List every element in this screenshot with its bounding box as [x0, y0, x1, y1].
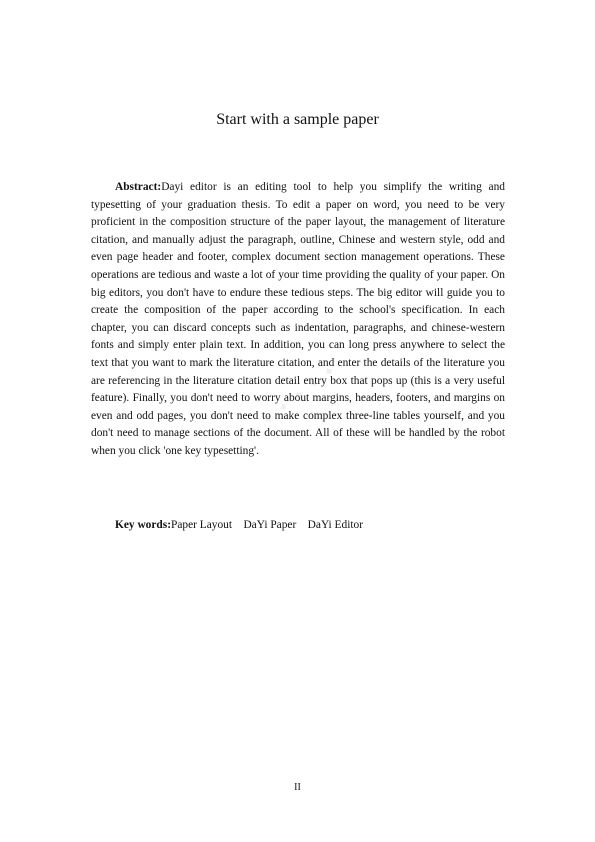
- watermark: ✦ ✦ ✦ ✦ ✦ ✦: [245, 361, 341, 442]
- keyword-item: Paper Layout: [171, 519, 233, 531]
- abstract-label: Abstract:: [115, 181, 162, 193]
- abstract-paragraph: [91, 179, 505, 461]
- keyword-item: DaYi Paper: [243, 519, 297, 531]
- keywords-label: Key words:: [115, 519, 171, 531]
- page-title: Start with a sample paper: [216, 111, 379, 128]
- page-number: II: [294, 782, 301, 793]
- abstract-text: Dayi editor is an editing tool to help you simplify the writing and typesetting of your graduation thesis. To edit a paper on word, you need to be very proficient in the composition structure of the paper layout, the management of literature citation, and manually adjust the paragraph, outline, Chinese and western style, odd and even page header and footer, complex document section management operations. These operations are tedious and waste a lot of your time providing the quality of your paper. On big editors, you don't have to endure these tedious steps. The big editor will guide you to create the composition of the paper according to the school's specification. In each chapter, you can discard concepts such as indentation, paragraphs, and chinese-western fonts and simply enter plain text. In addition, you can long press anywhere to select the text that you want to mark the literature citation, and enter the details of the literature you are referencing in the literature citation detail entry box that pops up (this is a very useful feature). Finally, you don't need to worry about margins, headers, footers, and margins on even and odd pages, you don't need to make complex three-line tables yourself, and you don't need to manage sections of the document. All of these will be handled by the robot when you click 'one key typesetting'.: [91, 181, 505, 457]
- keyword-item: DaYi Editor: [307, 519, 364, 531]
- keywords-line: [91, 517, 505, 535]
